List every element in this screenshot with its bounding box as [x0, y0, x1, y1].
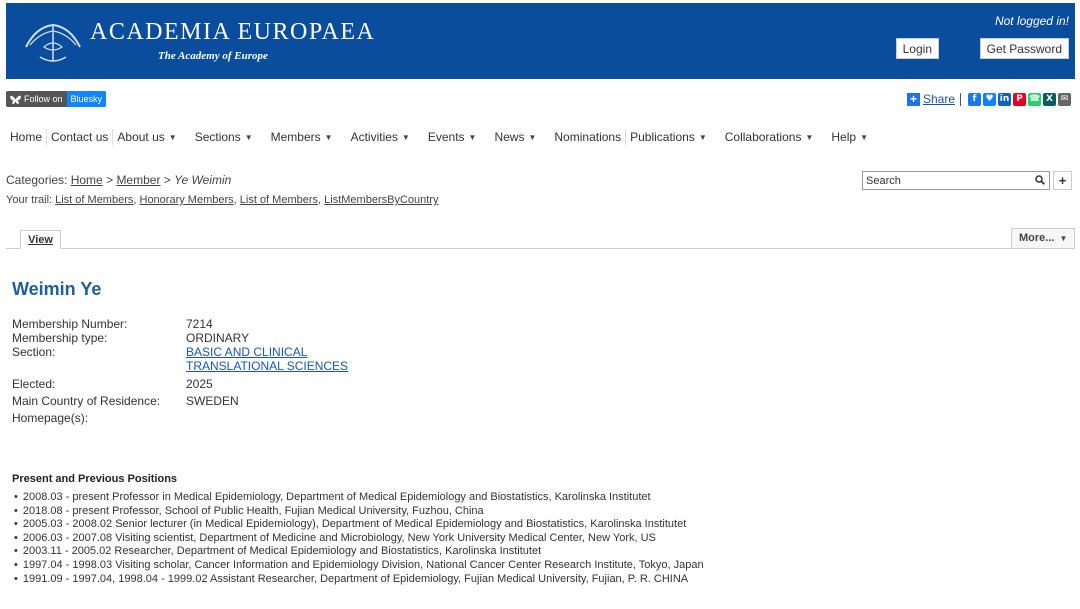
nav-item-activities[interactable]: Activities ▼	[350, 130, 410, 144]
chevron-down-icon: ▼	[698, 132, 707, 142]
field-label: Membership type:	[12, 331, 108, 345]
email-icon[interactable]: ✉	[1058, 93, 1071, 106]
nav-item-collaborations[interactable]: Collaborations ▼	[724, 130, 814, 144]
nav-item-publications[interactable]: Publications ▼	[630, 130, 707, 144]
trail: Your trail: List of Members, Honorary Members, List of Members, ListMembersByCountry	[6, 194, 439, 206]
chevron-down-icon: ▼	[528, 132, 537, 142]
linkedin-icon[interactable]: in	[999, 93, 1010, 104]
nav-item-events[interactable]: Events ▼	[427, 130, 477, 144]
list-item: • 1997.04 - 1998.03 Visiting scholar, Cancer Information and Epidemiology Division, National Cancer Center Research Institute, Tokyo, Japan	[14, 559, 704, 573]
add-button[interactable]: +	[1053, 171, 1072, 190]
field-label: Membership Number:	[12, 317, 128, 331]
follow-bluesky-button[interactable]	[6, 91, 106, 107]
field-label: Main Country of Residence:	[12, 394, 161, 408]
trail-link[interactable]: List of Members	[239, 194, 319, 206]
breadcrumb-separator: >	[163, 173, 171, 187]
divider	[960, 93, 961, 106]
field-value: 7214	[186, 317, 213, 331]
search-icon[interactable]	[1035, 175, 1045, 185]
section-link-line[interactable]: TRANSLATIONAL SCIENCES	[186, 359, 349, 373]
nav-item-about[interactable]: About us ▼	[117, 130, 177, 144]
chevron-down-icon: ▼	[324, 132, 333, 142]
follow-on-label: Follow on	[24, 94, 63, 104]
list-item: • 2003.11 - 2005.02 Researcher, Department of Medical Epidemiology and Biostatistics, Karolinska Institutet	[14, 545, 704, 559]
xing-icon[interactable]: X	[1043, 93, 1056, 106]
chevron-down-icon: ▼	[860, 132, 868, 142]
bluesky-icon[interactable]: ♥	[983, 93, 996, 106]
nav-item-home[interactable]: Home	[10, 130, 43, 144]
main-nav	[6, 128, 872, 146]
chevron-down-icon: ▼	[1059, 234, 1068, 243]
field-value: 2025	[186, 377, 213, 391]
breadcrumb-home-link[interactable]: Home	[70, 173, 103, 187]
breadcrumb-member-link[interactable]: Member	[116, 173, 161, 187]
chevron-down-icon: ▼	[401, 132, 410, 142]
breadcrumb-prefix: Categories:	[6, 173, 68, 187]
more-dropdown[interactable]	[1011, 228, 1075, 249]
list-item: • 1991.09 - 1997.04, 1998.04 - 1999.02 Assistant Researcher, Department of Epidemiology, Fujian Medical University, Fujian, P. R. CHINA	[14, 573, 704, 587]
section-link[interactable]	[186, 345, 348, 373]
field-label: Homepage(s):	[12, 411, 89, 425]
chevron-down-icon: ▼	[168, 132, 177, 142]
breadcrumb-separator: >	[106, 173, 114, 187]
field-label: Elected:	[12, 377, 56, 391]
nav-item-members[interactable]: Members ▼	[270, 130, 333, 144]
positions-heading: Present and Previous Positions	[12, 473, 178, 485]
list-item: • 2018.08 - present Professor, School of Public Health, Fujian Medical University, Fuzhou, China	[14, 505, 704, 519]
search-box	[862, 171, 1050, 190]
nav-item-sections[interactable]: Sections ▼	[194, 130, 253, 144]
page-title: Weimin Ye	[12, 279, 102, 299]
tab-bar-line	[6, 248, 1075, 249]
list-item: • 2006.03 - 2007.08 Visiting scientist, Department of Medicine and Microbiology, New York University Medical Center, New York, US	[14, 532, 704, 546]
site-title[interactable]: ACADEMIA EUROPAEA	[90, 19, 376, 45]
field-value: SWEDEN	[186, 394, 239, 408]
trail-prefix: Your trail:	[6, 194, 53, 206]
share-plus-icon[interactable]: +	[907, 93, 920, 106]
list-item: • 2008.03 - present Professor in Medical Epidemiology, Department of Medical Epidemiology and Biostatistics, Karolinska Institutet	[14, 491, 704, 505]
pinterest-icon[interactable]: P	[1013, 93, 1026, 106]
trail-link[interactable]: ListMembersByCountry	[324, 194, 439, 206]
tab-view[interactable]: View	[20, 230, 61, 249]
list-item: • 2005.03 - 2008.02 Senior lecturer (in Medical Epidemiology), Department of Medical Epidemiology and Biostatistics, Karolinska Institutet	[14, 518, 704, 532]
share-link[interactable]: Share	[922, 92, 955, 106]
chevron-down-icon: ▼	[805, 132, 814, 142]
site-subtitle: The Academy of Europe	[158, 50, 268, 62]
positions-list	[14, 491, 704, 586]
field-label: Section:	[12, 345, 56, 359]
academia-logo-icon[interactable]	[20, 17, 86, 67]
nav-item-help[interactable]: Help ▼	[831, 130, 868, 144]
chevron-down-icon: ▼	[244, 132, 253, 142]
nav-item-nominations[interactable]: Nominations	[554, 130, 622, 144]
nav-item-news[interactable]: News ▼	[494, 130, 537, 144]
more-label: More...	[1019, 232, 1055, 244]
site-header	[6, 3, 1075, 79]
nav-item-contact[interactable]: Contact us	[51, 130, 109, 144]
login-button[interactable]: Login	[896, 38, 939, 59]
butterfly-icon	[10, 95, 21, 104]
field-value: ORDINARY	[186, 331, 250, 345]
breadcrumb-current: Ye Weimin	[174, 173, 232, 187]
whatsapp-icon[interactable]: ☎	[1028, 93, 1041, 104]
breadcrumb	[6, 173, 231, 187]
search-input[interactable]	[863, 172, 1029, 189]
social-bar	[6, 91, 1075, 107]
bluesky-label: Bluesky	[67, 91, 107, 107]
login-status: Not logged in!	[994, 14, 1069, 28]
chevron-down-icon: ▼	[468, 132, 477, 142]
get-password-button[interactable]: Get Password	[980, 38, 1069, 59]
share-bar	[907, 91, 1071, 107]
facebook-icon[interactable]: f	[968, 93, 981, 106]
section-link-line[interactable]: BASIC AND CLINICAL	[186, 345, 308, 359]
trail-link[interactable]: Honorary Members	[139, 194, 234, 206]
trail-link[interactable]: List of Members	[55, 194, 134, 206]
